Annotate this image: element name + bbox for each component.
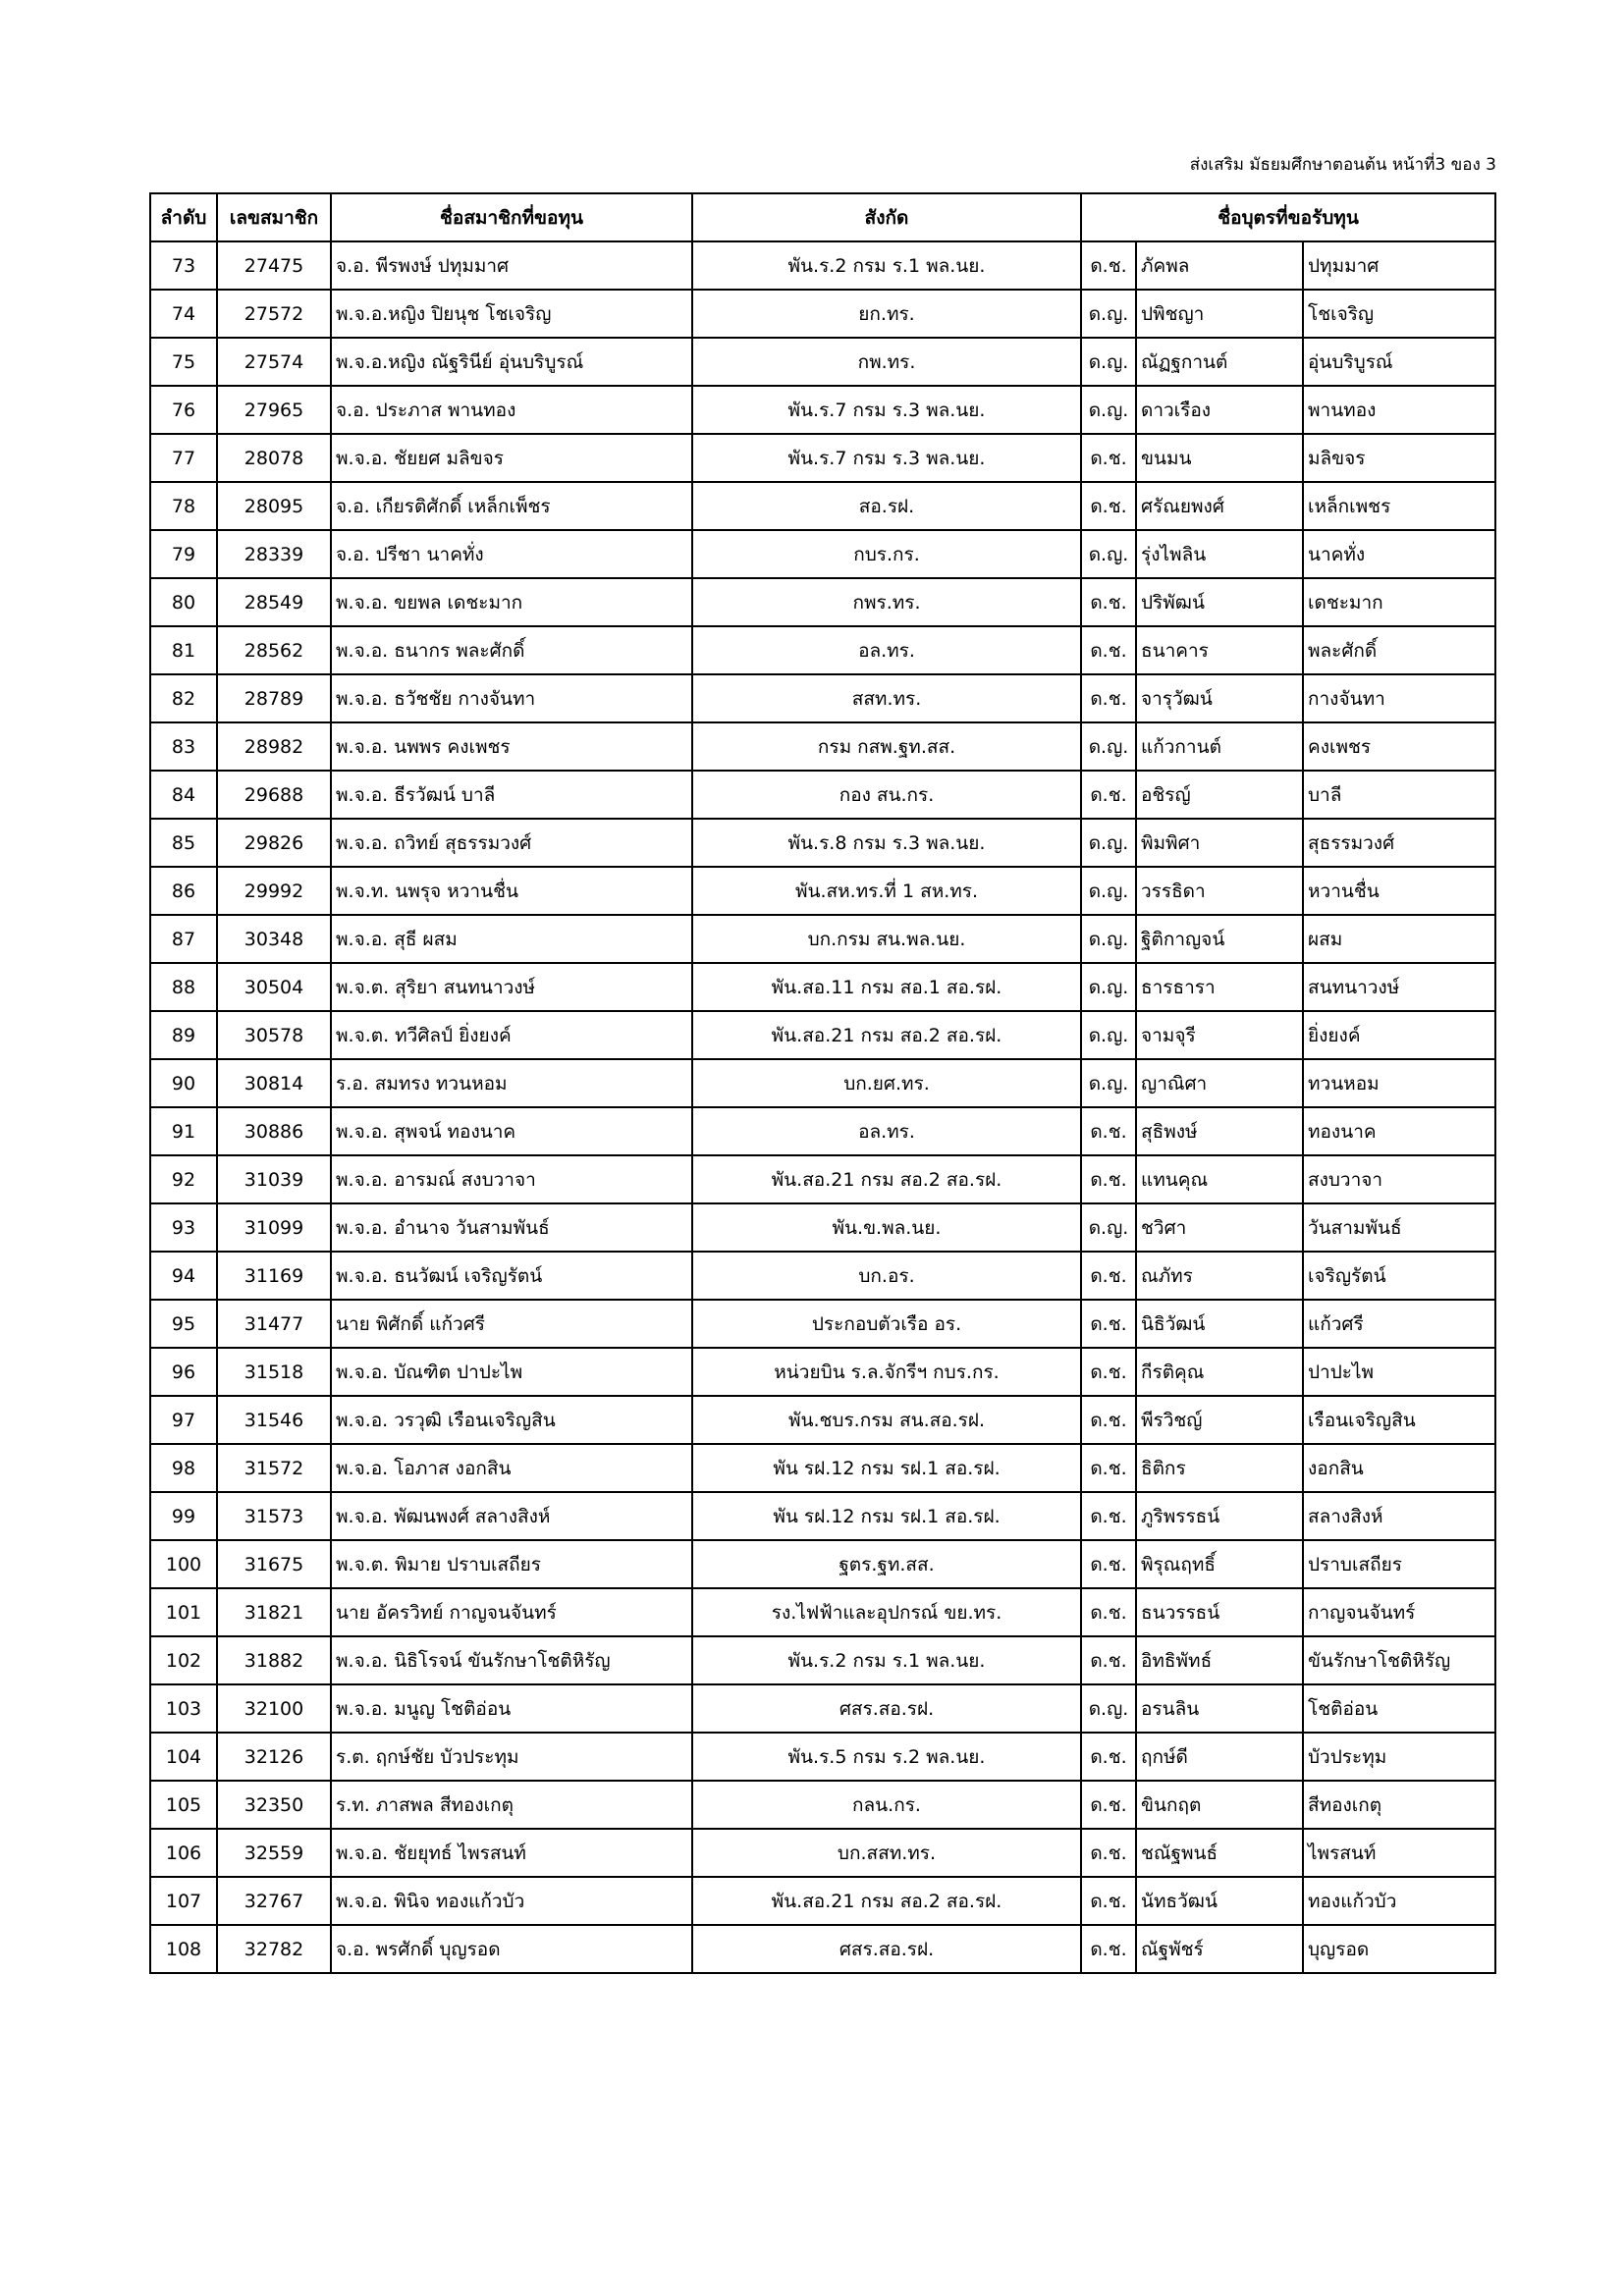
child-prefix: ด.ช. [1081,674,1136,722]
table-row [150,1492,1495,1540]
row-number: 84 [150,771,217,819]
child-last-name: เจริญรัตน์ [1303,1252,1495,1300]
child-last-name: บัวประทุม [1303,1733,1495,1781]
unit: สสท.ทร. [692,674,1081,722]
child-first-name: ฐิติกาญจน์ [1136,915,1303,963]
member-name: พ.จ.อ.หญิง ปิยนุช โชเจริญ [331,290,692,338]
table-row [150,867,1495,915]
child-first-name: พิรุณฤทธิ์ [1136,1540,1303,1588]
unit: ศสร.สอ.รฝ. [692,1684,1081,1733]
table-row [150,434,1495,482]
member-id: 30504 [217,963,331,1011]
table-row [150,626,1495,674]
row-number: 76 [150,386,217,434]
child-prefix: ด.ช. [1081,1396,1136,1444]
member-id: 31675 [217,1540,331,1588]
member-id: 31169 [217,1252,331,1300]
child-last-name: เรือนเจริญสิน [1303,1396,1495,1444]
table-row [150,1733,1495,1781]
row-number: 93 [150,1203,217,1252]
child-first-name: ณัฏฐกานต์ [1136,338,1303,386]
unit: กพ.ทร. [692,338,1081,386]
child-last-name: สนทนาวงษ์ [1303,963,1495,1011]
child-prefix: ด.ช. [1081,1444,1136,1492]
table-row [150,290,1495,338]
row-number: 82 [150,674,217,722]
row-number: 73 [150,241,217,290]
unit: กลน.กร. [692,1781,1081,1829]
table-row [150,1444,1495,1492]
member-id: 31821 [217,1588,331,1636]
child-prefix: ด.ญ. [1081,1059,1136,1107]
child-prefix: ด.ช. [1081,1348,1136,1396]
member-id: 32126 [217,1733,331,1781]
child-first-name: ภัคพล [1136,241,1303,290]
child-prefix: ด.ช. [1081,1300,1136,1348]
child-last-name: พานทอง [1303,386,1495,434]
member-id: 28078 [217,434,331,482]
child-last-name: โชเจริญ [1303,290,1495,338]
unit: พัน.ร.7 กรม ร.3 พล.นย. [692,386,1081,434]
member-id: 27572 [217,290,331,338]
member-name: พ.จ.อ. ชัยยุทธ์ ไพรสนท์ [331,1829,692,1877]
table-row [150,1684,1495,1733]
member-name: พ.จ.อ. อารมณ์ สงบวาจา [331,1155,692,1203]
child-last-name: หวานชื่น [1303,867,1495,915]
child-prefix: ด.ช. [1081,1829,1136,1877]
member-id: 32559 [217,1829,331,1877]
member-name: พ.จ.ท. นพรุจ หวานชื่น [331,867,692,915]
child-first-name: ธิติกร [1136,1444,1303,1492]
unit: พัน รฝ.12 กรม รฝ.1 สอ.รฝ. [692,1492,1081,1540]
child-last-name: ปาปะไพ [1303,1348,1495,1396]
row-number: 100 [150,1540,217,1588]
child-first-name: นัทธวัฒน์ [1136,1877,1303,1925]
member-id: 29826 [217,819,331,867]
child-prefix: ด.ญ. [1081,290,1136,338]
child-prefix: ด.ช. [1081,1877,1136,1925]
member-name: พ.จ.อ. มนูญ โชติอ่อน [331,1684,692,1733]
unit: รง.ไฟฟ้าและอุปกรณ์ ขย.ทร. [692,1588,1081,1636]
row-number: 87 [150,915,217,963]
row-number: 92 [150,1155,217,1203]
row-number: 97 [150,1396,217,1444]
table-row [150,1781,1495,1829]
unit: พัน.สอ.21 กรม สอ.2 สอ.รฝ. [692,1011,1081,1059]
child-first-name: ศรัณยพงศ์ [1136,482,1303,530]
child-first-name: วรรธิดา [1136,867,1303,915]
row-number: 108 [150,1925,217,1973]
child-first-name: ปพิชญา [1136,290,1303,338]
unit: ศสร.สอ.รฝ. [692,1925,1081,1973]
child-prefix: ด.ช. [1081,241,1136,290]
child-first-name: พิมพิศา [1136,819,1303,867]
unit: ประกอบตัวเรือ อร. [692,1300,1081,1348]
member-id: 29992 [217,867,331,915]
child-first-name: อรนลิน [1136,1684,1303,1733]
member-name: พ.จ.อ. วรวุฒิ เรือนเจริญสิน [331,1396,692,1444]
child-last-name: ทวนหอม [1303,1059,1495,1107]
unit: พัน.ร.2 กรม ร.1 พล.นย. [692,241,1081,290]
member-name: จ.อ. เกียรติศักดิ์ เหล็กเพ็ชร [331,482,692,530]
unit: กพร.ทร. [692,578,1081,626]
child-first-name: จารุวัฒน์ [1136,674,1303,722]
child-prefix: ด.ช. [1081,1492,1136,1540]
child-first-name: ปริพัฒน์ [1136,578,1303,626]
child-prefix: ด.ญ. [1081,530,1136,578]
child-last-name: เหล็กเพชร [1303,482,1495,530]
child-first-name: ชวิศา [1136,1203,1303,1252]
row-number: 98 [150,1444,217,1492]
child-first-name: ขินกฤต [1136,1781,1303,1829]
child-first-name: พีรวิชญ์ [1136,1396,1303,1444]
child-prefix: ด.ญ. [1081,1203,1136,1252]
member-id: 28339 [217,530,331,578]
member-name: พ.จ.อ. ชัยยศ มลิขจร [331,434,692,482]
table-row [150,1107,1495,1155]
child-first-name: ญาณิศา [1136,1059,1303,1107]
table-row [150,1348,1495,1396]
member-name: จ.อ. พีรพงษ์ ปทุมมาศ [331,241,692,290]
child-prefix: ด.ญ. [1081,1011,1136,1059]
member-name: พ.จ.อ. ถวิทย์ สุธรรมวงศ์ [331,819,692,867]
unit: ยก.ทร. [692,290,1081,338]
child-last-name: ปราบเสถียร [1303,1540,1495,1588]
row-number: 104 [150,1733,217,1781]
row-number: 77 [150,434,217,482]
unit: บก.อร. [692,1252,1081,1300]
child-prefix: ด.ช. [1081,771,1136,819]
child-first-name: อชิรญ์ [1136,771,1303,819]
table-row [150,241,1495,290]
member-id: 27574 [217,338,331,386]
unit: กบร.กร. [692,530,1081,578]
child-last-name: ขันรักษาโชติหิรัญ [1303,1636,1495,1684]
unit: อล.ทร. [692,626,1081,674]
child-prefix: ด.ญ. [1081,867,1136,915]
unit: พัน.ร.8 กรม ร.3 พล.นย. [692,819,1081,867]
table-row [150,1636,1495,1684]
unit: หน่วยบิน ร.ล.จักรีฯ กบร.กร. [692,1348,1081,1396]
child-prefix: ด.ญ. [1081,819,1136,867]
member-id: 31882 [217,1636,331,1684]
child-last-name: พละศักดิ์ [1303,626,1495,674]
unit: พัน.สอ.21 กรม สอ.2 สอ.รฝ. [692,1877,1081,1925]
table-row [150,1396,1495,1444]
child-last-name: งอกสิน [1303,1444,1495,1492]
table-row [150,1155,1495,1203]
child-prefix: ด.ช. [1081,626,1136,674]
member-id: 32767 [217,1877,331,1925]
child-first-name: ภูริพรรธน์ [1136,1492,1303,1540]
table-row [150,578,1495,626]
member-name: พ.จ.อ. สุธี ผสม [331,915,692,963]
child-first-name: ธนวรรธน์ [1136,1588,1303,1636]
row-number: 94 [150,1252,217,1300]
child-prefix: ด.ช. [1081,1252,1136,1300]
row-number: 95 [150,1300,217,1348]
scholarship-table [149,192,1496,1974]
child-first-name: ธนาคาร [1136,626,1303,674]
table-row [150,338,1495,386]
row-number: 85 [150,819,217,867]
table-header-row [150,193,1495,241]
row-number: 105 [150,1781,217,1829]
child-last-name: คงเพชร [1303,722,1495,771]
unit: อล.ทร. [692,1107,1081,1155]
table-row [150,771,1495,819]
member-name: พ.จ.อ. โอภาส งอกสิน [331,1444,692,1492]
member-id: 32782 [217,1925,331,1973]
child-first-name: ชณัฐพนธ์ [1136,1829,1303,1877]
member-name: ร.ต. ฤกษ์ชัย บัวประทุม [331,1733,692,1781]
unit: พัน.ชบร.กรม สน.สอ.รฝ. [692,1396,1081,1444]
row-number: 80 [150,578,217,626]
member-name: พ.จ.อ. นพพร คงเพชร [331,722,692,771]
member-id: 31039 [217,1155,331,1203]
table-row [150,1059,1495,1107]
row-number: 78 [150,482,217,530]
member-name: พ.จ.อ.หญิง ณัฐรินีย์ อุ่นบริบูรณ์ [331,338,692,386]
child-prefix: ด.ช. [1081,1636,1136,1684]
member-id: 30578 [217,1011,331,1059]
row-number: 75 [150,338,217,386]
table-row [150,819,1495,867]
member-name: จ.อ. ปรีชา นาคทั่ง [331,530,692,578]
table-row [150,1588,1495,1636]
member-name: จ.อ. พรศักดิ์ บุญรอด [331,1925,692,1973]
unit: กรม กสพ.ฐท.สส. [692,722,1081,771]
col-header-member-id: เลขสมาชิก [217,193,331,241]
child-first-name: ดาวเรือง [1136,386,1303,434]
member-id: 30348 [217,915,331,963]
child-prefix: ด.ช. [1081,1733,1136,1781]
member-name: พ.จ.ต. สุริยา สนทนาวงษ์ [331,963,692,1011]
member-id: 28789 [217,674,331,722]
child-last-name: สงบวาจา [1303,1155,1495,1203]
col-header-member-name: ชื่อสมาชิกที่ขอทุน [331,193,692,241]
child-prefix: ด.ช. [1081,1925,1136,1973]
member-name: พ.จ.อ. พินิจ ทองแก้วบัว [331,1877,692,1925]
member-name: นาย อัครวิทย์ กาญจนจันทร์ [331,1588,692,1636]
row-number: 101 [150,1588,217,1636]
table-row [150,722,1495,771]
row-number: 102 [150,1636,217,1684]
child-last-name: อุ่นบริบูรณ์ [1303,338,1495,386]
child-first-name: แก้วกานต์ [1136,722,1303,771]
child-first-name: แทนคุณ [1136,1155,1303,1203]
child-last-name: สุธรรมวงศ์ [1303,819,1495,867]
child-prefix: ด.ญ. [1081,1684,1136,1733]
child-prefix: ด.ญ. [1081,915,1136,963]
row-number: 79 [150,530,217,578]
unit: บก.กรม สน.พล.นย. [692,915,1081,963]
unit: พัน.สห.ทร.ที่ 1 สห.ทร. [692,867,1081,915]
table-row [150,963,1495,1011]
child-first-name: ณัฐพัชร์ [1136,1925,1303,1973]
table-row [150,1011,1495,1059]
member-id: 31477 [217,1300,331,1348]
unit: พัน รฝ.12 กรม รฝ.1 สอ.รฝ. [692,1444,1081,1492]
unit: สอ.รฝ. [692,482,1081,530]
table-row [150,915,1495,963]
table-row [150,386,1495,434]
row-number: 81 [150,626,217,674]
child-first-name: ฤกษ์ดี [1136,1733,1303,1781]
unit: ฐตร.ฐท.สส. [692,1540,1081,1588]
row-number: 90 [150,1059,217,1107]
member-id: 28982 [217,722,331,771]
child-last-name: สีทองเกตุ [1303,1781,1495,1829]
member-name: พ.จ.อ. ธนากร พละศักดิ์ [331,626,692,674]
child-last-name: ไพรสนท์ [1303,1829,1495,1877]
child-first-name: ณภัทร [1136,1252,1303,1300]
member-id: 27475 [217,241,331,290]
child-prefix: ด.ญ. [1081,722,1136,771]
unit: พัน.ร.7 กรม ร.3 พล.นย. [692,434,1081,482]
member-name: ร.อ. สมทรง ทวนหอม [331,1059,692,1107]
table-row [150,1203,1495,1252]
member-id: 30886 [217,1107,331,1155]
unit: พัน.ข.พล.นย. [692,1203,1081,1252]
unit: กอง สน.กร. [692,771,1081,819]
child-prefix: ด.ช. [1081,1107,1136,1155]
member-name: นาย พิศักดิ์ แก้วศรี [331,1300,692,1348]
row-number: 103 [150,1684,217,1733]
table-row [150,1877,1495,1925]
col-header-no: ลำดับ [150,193,217,241]
child-last-name: ทองนาค [1303,1107,1495,1155]
member-name: พ.จ.อ. ขยพล เดชะมาก [331,578,692,626]
child-first-name: ขนมน [1136,434,1303,482]
unit: พัน.สอ.21 กรม สอ.2 สอ.รฝ. [692,1155,1081,1203]
member-name: พ.จ.อ. ธวัชชัย กางจันทา [331,674,692,722]
child-first-name: ธารธารา [1136,963,1303,1011]
child-last-name: ปทุมมาศ [1303,241,1495,290]
child-last-name: ทองแก้วบัว [1303,1877,1495,1925]
child-prefix: ด.ญ. [1081,338,1136,386]
child-first-name: กีรติคุณ [1136,1348,1303,1396]
child-last-name: บุญรอด [1303,1925,1495,1973]
child-prefix: ด.ญ. [1081,386,1136,434]
child-last-name: แก้วศรี [1303,1300,1495,1348]
child-first-name: นิธิวัฒน์ [1136,1300,1303,1348]
member-id: 32350 [217,1781,331,1829]
member-name: พ.จ.อ. พัฒนพงศ์ สลางสิงห์ [331,1492,692,1540]
row-number: 99 [150,1492,217,1540]
member-name: พ.จ.อ. อำนาจ วันสามพันธ์ [331,1203,692,1252]
member-name: ร.ท. ภาสพล สีทองเกตุ [331,1781,692,1829]
table-row [150,482,1495,530]
member-name: พ.จ.อ. สุพจน์ ทองนาค [331,1107,692,1155]
child-last-name: มลิขจร [1303,434,1495,482]
member-name: พ.จ.อ. ธนวัฒน์ เจริญรัตน์ [331,1252,692,1300]
table-row [150,1829,1495,1877]
child-prefix: ด.ช. [1081,1540,1136,1588]
table-row [150,530,1495,578]
table-row [150,1925,1495,1973]
child-last-name: นาคทั่ง [1303,530,1495,578]
member-name: จ.อ. ประภาส พานทอง [331,386,692,434]
table-row [150,1252,1495,1300]
member-id: 28562 [217,626,331,674]
child-first-name: สุธิพงษ์ [1136,1107,1303,1155]
child-prefix: ด.ช. [1081,1155,1136,1203]
child-prefix: ด.ช. [1081,1588,1136,1636]
member-name: พ.จ.ต. ทวีศิลป์ ยิ่งยงค์ [331,1011,692,1059]
child-last-name: ยิ่งยงค์ [1303,1011,1495,1059]
unit: บก.สสท.ทร. [692,1829,1081,1877]
member-name: พ.จ.อ. บัณฑิต ปาปะไพ [331,1348,692,1396]
member-id: 29688 [217,771,331,819]
member-id: 28549 [217,578,331,626]
child-last-name: บาลี [1303,771,1495,819]
child-last-name: ผสม [1303,915,1495,963]
child-prefix: ด.ญ. [1081,963,1136,1011]
row-number: 91 [150,1107,217,1155]
row-number: 86 [150,867,217,915]
unit: พัน.ร.2 กรม ร.1 พล.นย. [692,1636,1081,1684]
child-first-name: จามจุรี [1136,1011,1303,1059]
page-header: ส่งเสริม มัธยมศึกษาตอนต้น หน้าที่3 ของ 3 [1189,155,1496,175]
member-id: 28095 [217,482,331,530]
member-id: 31573 [217,1492,331,1540]
child-last-name: วันสามพันธ์ [1303,1203,1495,1252]
member-id: 30814 [217,1059,331,1107]
child-prefix: ด.ช. [1081,578,1136,626]
col-header-unit: สังกัด [692,193,1081,241]
member-id: 31518 [217,1348,331,1396]
unit: บก.ยศ.ทร. [692,1059,1081,1107]
child-prefix: ด.ช. [1081,482,1136,530]
member-id: 27965 [217,386,331,434]
member-id: 31099 [217,1203,331,1252]
row-number: 96 [150,1348,217,1396]
child-last-name: เดชะมาก [1303,578,1495,626]
row-number: 74 [150,290,217,338]
table-row [150,674,1495,722]
child-first-name: รุ่งไพลิน [1136,530,1303,578]
child-first-name: อิทธิพัทธ์ [1136,1636,1303,1684]
member-id: 32100 [217,1684,331,1733]
row-number: 88 [150,963,217,1011]
table-row [150,1300,1495,1348]
unit: พัน.สอ.11 กรม สอ.1 สอ.รฝ. [692,963,1081,1011]
row-number: 83 [150,722,217,771]
child-last-name: โชติอ่อน [1303,1684,1495,1733]
member-name: พ.จ.อ. ธีรวัฒน์ บาลี [331,771,692,819]
row-number: 106 [150,1829,217,1877]
col-header-child-name: ชื่อบุตรที่ขอรับทุน [1081,193,1495,241]
member-name: พ.จ.ต. พิมาย ปราบเสถียร [331,1540,692,1588]
unit: พัน.ร.5 กรม ร.2 พล.นย. [692,1733,1081,1781]
child-last-name: กาญจนจันทร์ [1303,1588,1495,1636]
row-number: 107 [150,1877,217,1925]
member-name: พ.จ.อ. นิธิโรจน์ ขันรักษาโชติหิรัญ [331,1636,692,1684]
child-prefix: ด.ช. [1081,434,1136,482]
table-row [150,1540,1495,1588]
row-number: 89 [150,1011,217,1059]
child-last-name: กางจันทา [1303,674,1495,722]
child-prefix: ด.ช. [1081,1781,1136,1829]
member-id: 31546 [217,1396,331,1444]
child-last-name: สลางสิงห์ [1303,1492,1495,1540]
member-id: 31572 [217,1444,331,1492]
